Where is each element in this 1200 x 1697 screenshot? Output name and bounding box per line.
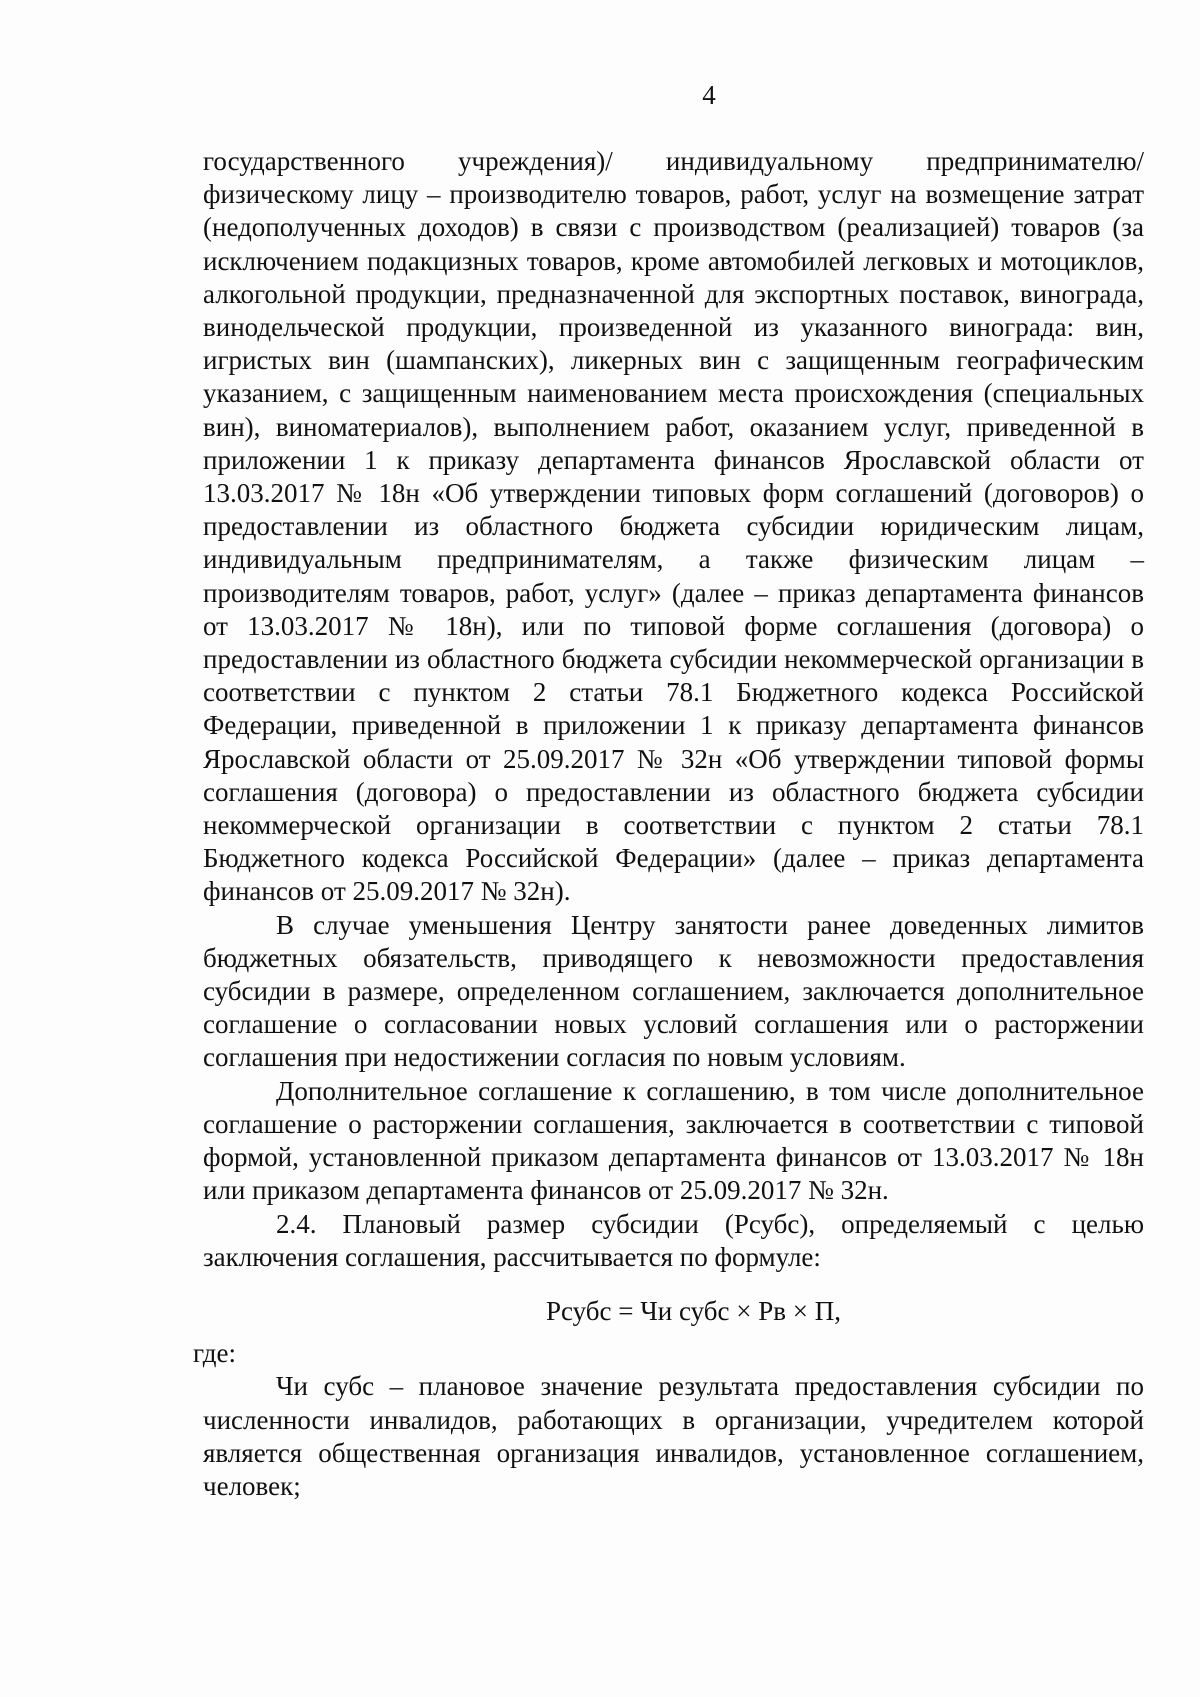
- document-body: [193, 145, 1144, 1503]
- paragraph-continuation: государственного учреждения)/ индивидуальному предпринимателю/ физическому лицу – производителю товаров, работ, услуг на возмещение затрат (недополученных доходов) в связи с производством (реализацией) товаров (за исключением подакцизных товаров, кроме автомобилей легковых и мотоциклов, алкогольной продукции, предназначенной для экспортных поставок, винограда, винодельческой продукции, произведенной из указанного винограда: вин, игристых вин (шампанских), ликерных вин с защищенным географическим указанием, с защищенным наименованием места происхождения (специальных вин), виноматериалов), выполнением работ, оказанием услуг, приведенной в приложении 1 к приказу департамента финансов Ярославской области от 13.03.2017 № 18н «Об утверждении типовых форм соглашений (договоров) о предоставлении из областного бюджета субсидии юридическим лицам, индивидуальным предпринимателям, а также физическим лицам – производителям товаров, работ, услуг» (далее – приказ департамента финансов от 13.03.2017 № 18н), или по типовой форме соглашения (договора) о предоставлении из областного бюджета субсидии некоммерческой организации в соответствии с пунктом 2 статьи 78.1 Бюджетного кодекса Российской Федерации, приведенной в приложении 1 к приказу департамента финансов Ярославской области от 25.09.2017 № 32н «Об утверждении типовой формы соглашения (договора) о предоставлении из областного бюджета субсидии некоммерческой организации в соответствии с пунктом 2 статьи 78.1 Бюджетного кодекса Российской Федерации» (далее – приказ департамента финансов от 25.09.2017 № 32н).: [203, 146, 1144, 907]
- page-number: 4: [702, 80, 716, 110]
- paragraph-subsidy-size: 2.4. Плановый размер субсидии (Рсубс), определяемый с целью заключения соглашения, рассчитывается по формуле:: [203, 1208, 1144, 1272]
- paragraph-additional-agreement: Дополнительное соглашение к соглашению, в том числе дополнительное соглашение о расторжении соглашения, заключается в соответствии с типовой формой, установленной приказом департамента финансов от 13.03.2017 № 18н или приказом департамента финансов от 25.09.2017 № 32н.: [203, 1075, 1144, 1206]
- where-label: где:: [193, 1338, 236, 1369]
- definition-chi-subs: Чи субс – плановое значение результата предоставления субсидии по численности инвалидов, работающих в организации, учредителем которой является общественная организация инвалидов, установленное соглашением, человек;: [203, 1371, 1144, 1501]
- subsidy-formula: Рсубс = Чи субс × Рв × П,: [546, 1295, 841, 1326]
- paragraph-limits-reduction: В случае уменьшения Центру занятости ранее доведенных лимитов бюджетных обязательств, приводящего к невозможности предоставления субсидии в размере, определенном соглашением, заключается дополнительное соглашение о согласовании новых условий соглашения или о расторжении соглашения при недостижении согласия по новым условиям.: [203, 909, 1144, 1073]
